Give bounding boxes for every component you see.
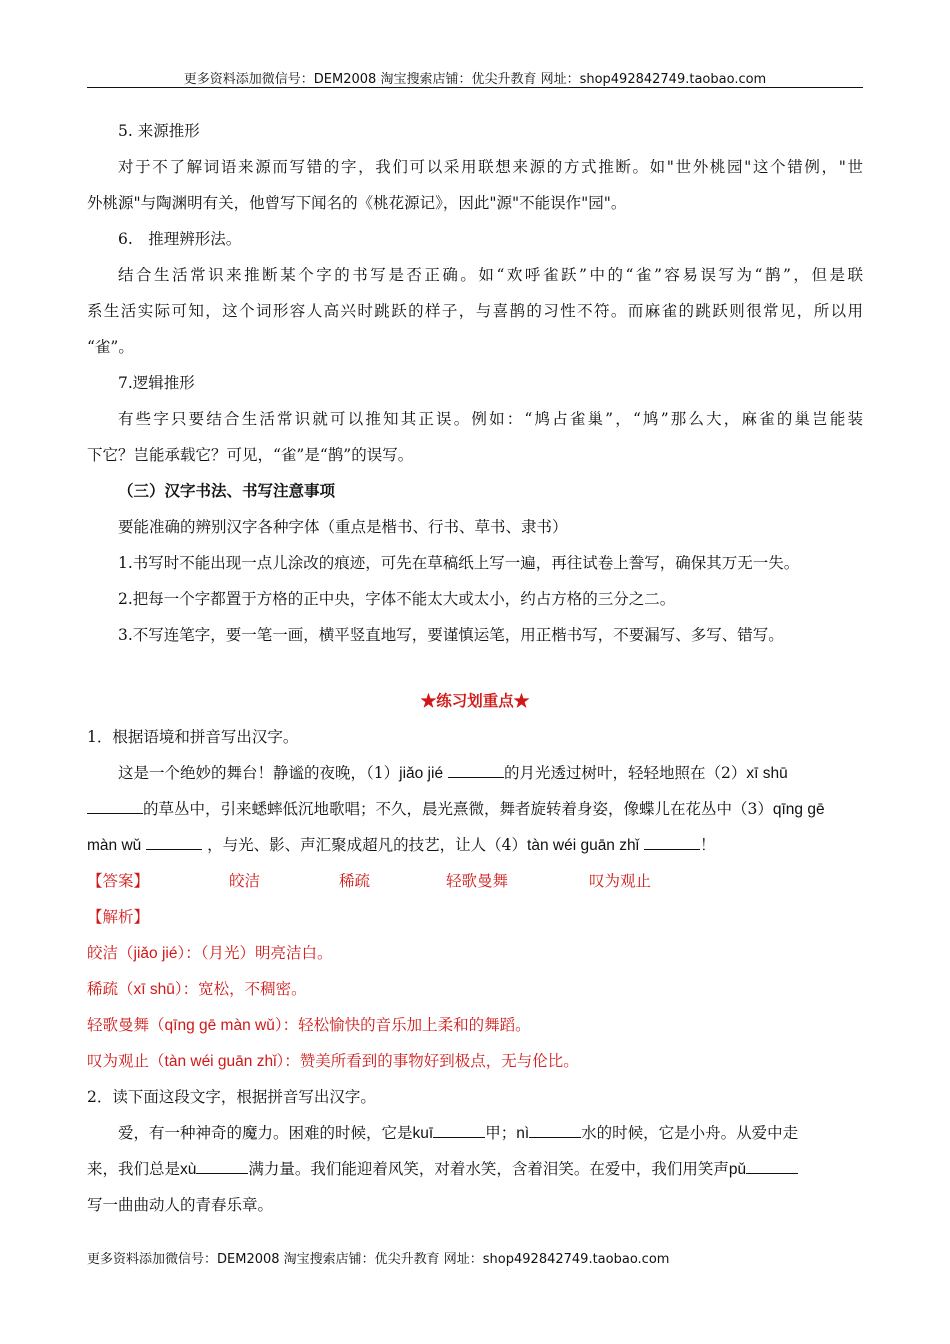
pinyin-4: tàn wéi guān zhǐ — [527, 837, 640, 854]
paragraph-line: 外桃源"与陶渊明有关，他曾写下闻名的《桃花源记》，因此"源"不能误作"园"。 — [87, 194, 627, 212]
question-2-stem: 2．读下面这段文字，根据拼音写出汉字。 — [87, 1088, 376, 1106]
paragraph-line: 系生活实际可知，这个词形容人高兴时跳跃的样子，与喜鹊的习性不符。而麻雀的跳跃则很常见，所以用 — [87, 302, 863, 320]
document-body — [87, 113, 863, 1223]
paragraph-line: 下它？岂能承载它？可见，“雀”是“鹊”的误写。 — [87, 446, 414, 464]
answer-row — [87, 863, 863, 899]
pinyin-1: jiǎo jié — [399, 765, 444, 782]
answer-blank-8[interactable] — [746, 1155, 798, 1174]
question-2-line-3: 写一曲曲动人的青春乐章。 — [87, 1196, 274, 1214]
answer-blank-5[interactable] — [433, 1119, 485, 1138]
answer-blank-2[interactable] — [87, 795, 143, 814]
pinyin-3a: qīng gē — [772, 801, 825, 818]
analysis-label: 【解析】 — [87, 908, 150, 926]
section-3-item-3: 3.不写连笔字，要一笔一画，横平竖直地写，要谨慎运笔，用正楷书写，不要漏写、多写、错写。 — [118, 626, 784, 644]
question-1-line-2: 的草丛中，引来蟋蟀低沉地歌唱；不久，晨光熹微，舞者旋转着身姿，像蝶儿在花丛中（3）qīng gē — [87, 791, 863, 827]
analysis-line-2: 稀疏（xī shū）：宽松，不稠密。 — [87, 980, 307, 998]
header-divider — [87, 87, 863, 88]
answer-2: 稀疏 — [339, 872, 371, 890]
paragraph-line: 对于不了解词语来源而写错的字，我们可以采用联想来源的方式推断。如"世外桃园"这个错例，"世 — [118, 158, 863, 176]
question-1-line-1: 这是一个绝妙的舞台！静谧的夜晚，（1）jiǎo jié 的月光透过树叶，轻轻地照在（2）xī shū — [87, 755, 863, 791]
pinyin-2: xī shū — [746, 765, 788, 782]
analysis-line-3: 轻歌曼舞（qīng gē màn wǔ）：轻松愉快的音乐加上柔和的舞蹈。 — [87, 1016, 531, 1034]
analysis-line-1: 皎洁（jiǎo jié）：（月光）明亮洁白。 — [87, 944, 333, 962]
answer-3: 轻歌曼舞 — [446, 872, 509, 890]
question-1-line-3: màn wǔ ，与光、影、声汇聚成超凡的技艺，让人（4）tàn wéi guān zhǐ ！ — [87, 827, 863, 863]
paragraph-line: 有些字只要结合生活常识就可以推知其正误。例如：“鸠占雀巢”，“鸠”那么大，麻雀的巢岂能装 — [118, 410, 863, 428]
question-2-line-2: 来，我们总是xù 满力量。我们能迎着风笑，对着水笑，含着泪笑。在爱中，我们用笑声pǔ — [87, 1151, 863, 1187]
page-header: 更多资料添加微信号：DEM2008 淘宝搜索店铺：优尖升教育 网址：shop492842749.taobao.com — [183, 72, 767, 87]
question-1-stem: 1．根据语境和拼音写出汉字。 — [87, 728, 299, 746]
answer-4: 叹为观止 — [589, 872, 652, 890]
section-3-item-2: 2.把每一个字都置于方格的正中央，字体不能太大或太小，约占方格的三分之二。 — [118, 590, 676, 608]
section-5-title: 5. 来源推形 — [118, 122, 200, 140]
question-2-line-1: 爱，有一种神奇的魔力。困难的时候，它是kuī 甲；nì 水的时候，它是小舟。从爱中走 — [87, 1115, 863, 1151]
answer-label: 【答案】 — [87, 872, 150, 890]
section-3-title: （三）汉字书法、书写注意事项 — [118, 481, 336, 500]
paragraph-line: 结合生活常识来推断某个字的书写是否正确。如“欢呼雀跃”中的“雀”容易误写为“鹊”，但是联 — [118, 266, 863, 284]
practice-title: ★练习划重点★ — [420, 691, 530, 710]
section-3-item-1: 1.书写时不能出现一点儿涂改的痕迹，可先在草稿纸上写一遍，再往试卷上誊写，确保其万无一失。 — [118, 554, 800, 572]
pinyin-3b: màn wǔ — [87, 837, 142, 854]
section-6-title: 6. 推理辨形法。 — [118, 230, 242, 248]
analysis-line-4: 叹为观止（tàn wéi guān zhǐ）：赞美所看到的事物好到极点，无与伦比。 — [87, 1052, 579, 1070]
page-footer: 更多资料添加微信号：DEM2008 淘宝搜索店铺：优尖升教育 网址：shop492842749.taobao.com — [87, 1252, 670, 1267]
answer-blank-4[interactable] — [644, 831, 700, 850]
answer-blank-1[interactable] — [448, 759, 504, 778]
section-3-intro: 要能准确的辨别汉字各种字体（重点是楷书、行书、草书、隶书） — [118, 518, 568, 536]
paragraph-line: “雀”。 — [87, 338, 134, 356]
answer-1: 皎洁 — [229, 872, 261, 890]
answer-blank-3[interactable] — [146, 831, 202, 850]
answer-blank-7[interactable] — [196, 1155, 248, 1174]
answer-blank-6[interactable] — [529, 1119, 581, 1138]
section-7-title: 7.逻辑推形 — [118, 374, 195, 392]
